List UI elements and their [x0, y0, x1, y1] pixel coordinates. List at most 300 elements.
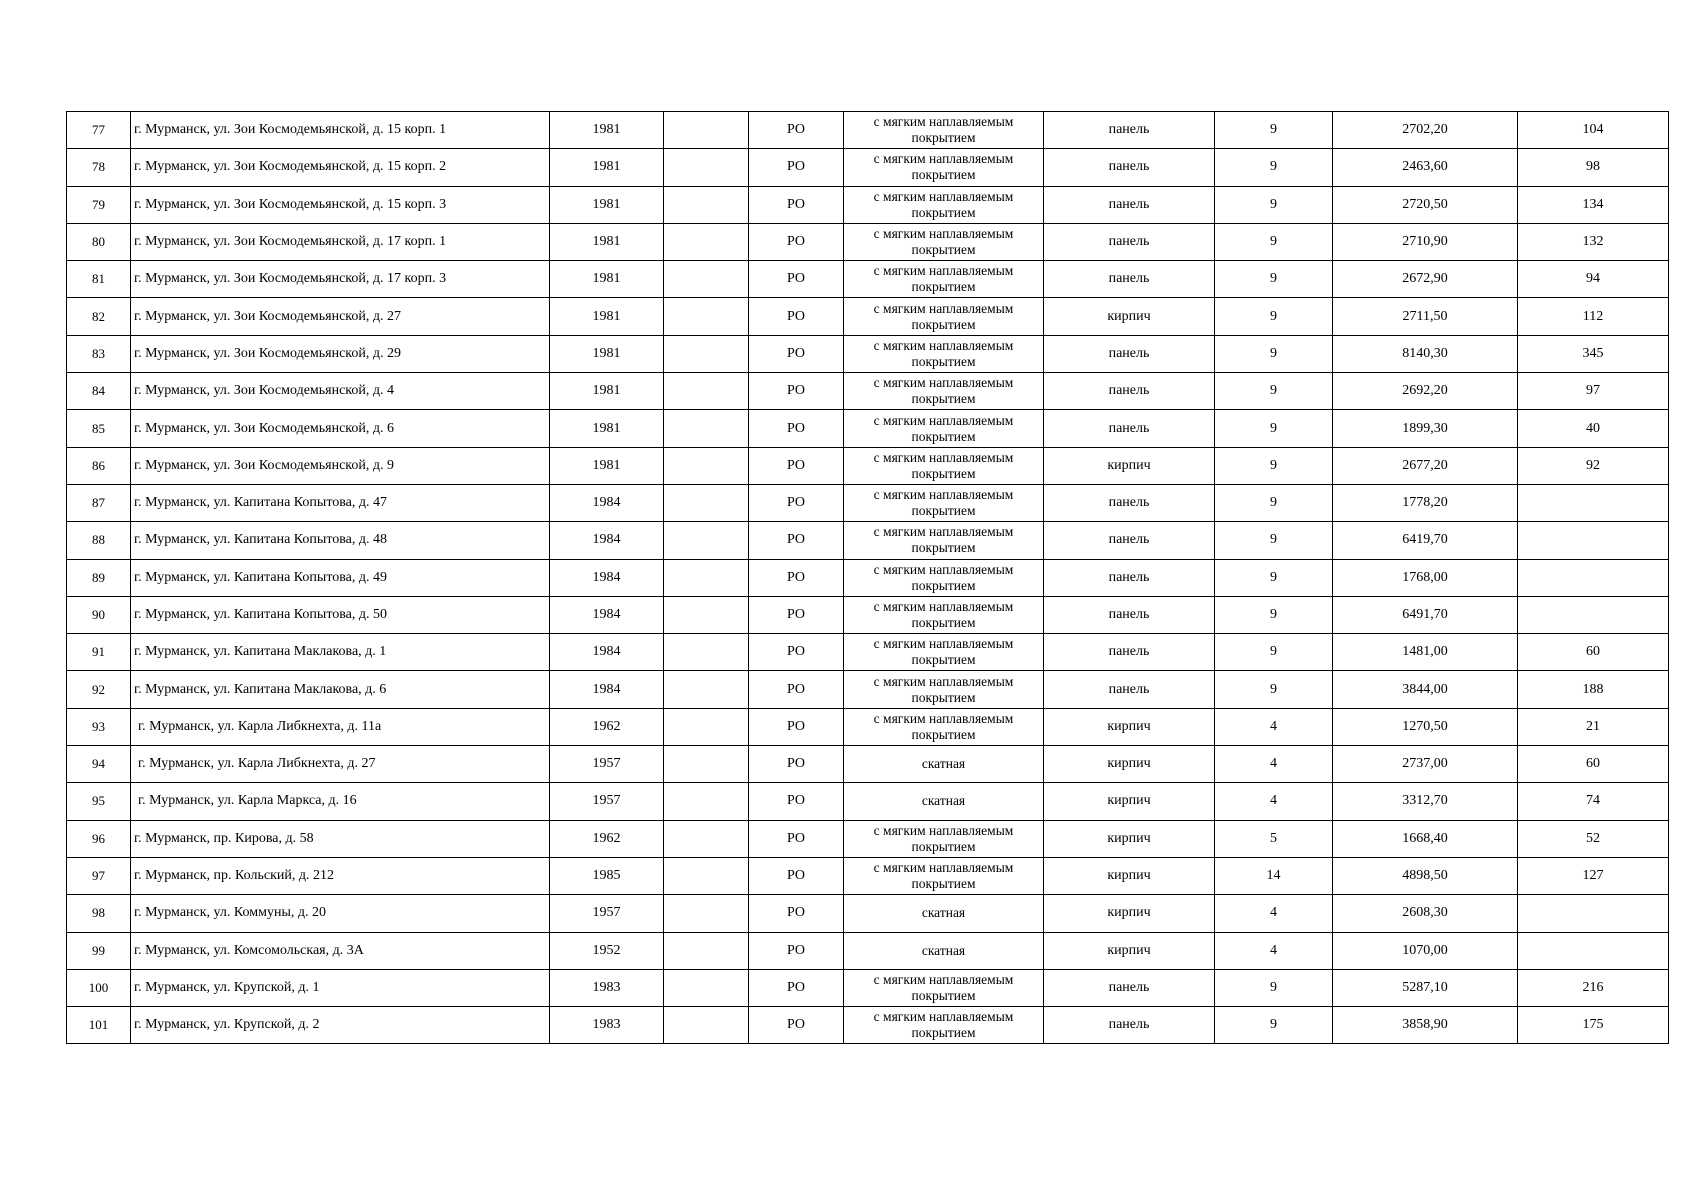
wall-material-cell: панель [1044, 1007, 1215, 1044]
roof-type-cell [844, 335, 1044, 372]
empty-cell [664, 559, 749, 596]
address-cell: г. Мурманск, ул. Капитана Маклакова, д. 1 [131, 634, 550, 671]
area-cell: 8140,30 [1333, 335, 1518, 372]
program-code-cell: РО [749, 112, 844, 149]
area-cell: 6419,70 [1333, 522, 1518, 559]
apartments-cell: 132 [1518, 223, 1669, 260]
row-number-cell: 78 [67, 149, 131, 186]
roof-type-line: с мягким наплавляемым [873, 337, 1014, 353]
area-cell: 2720,50 [1333, 186, 1518, 223]
roof-type-cell [844, 223, 1044, 260]
empty-cell [664, 261, 749, 298]
area-cell: 1668,40 [1333, 820, 1518, 857]
roof-type-cell [844, 708, 1044, 745]
empty-cell [664, 1007, 749, 1044]
address-cell: г. Мурманск, ул. Зои Космодемьянской, д. 15 корп. 1 [131, 112, 550, 149]
floors-cell: 9 [1215, 522, 1333, 559]
table-row [67, 857, 1669, 894]
floors-cell: 4 [1215, 783, 1333, 820]
floors-cell: 9 [1215, 559, 1333, 596]
program-code-cell: РО [749, 783, 844, 820]
address-cell: г. Мурманск, ул. Зои Космодемьянской, д. 17 корп. 3 [131, 261, 550, 298]
empty-cell [664, 932, 749, 969]
row-number-cell: 85 [67, 410, 131, 447]
address-cell: г. Мурманск, ул. Карла Либкнехта, д. 27 [131, 746, 550, 783]
floors-cell: 9 [1215, 149, 1333, 186]
roof-type-line: с мягким наплавляемым [873, 375, 1014, 391]
program-code-cell: РО [749, 857, 844, 894]
apartments-cell: 97 [1518, 373, 1669, 410]
roof-type-line: покрытием [911, 615, 976, 630]
roof-type-line: покрытием [911, 130, 976, 146]
address-cell: г. Мурманск, ул. Крупской, д. 1 [131, 969, 550, 1006]
row-number-cell: 84 [67, 373, 131, 410]
apartments-cell: 94 [1518, 261, 1669, 298]
row-number-cell: 96 [67, 820, 131, 857]
apartments-cell: 40 [1518, 410, 1669, 447]
wall-material-cell: панель [1044, 671, 1215, 708]
apartments-cell [1518, 484, 1669, 521]
area-cell: 3844,00 [1333, 671, 1518, 708]
empty-cell [664, 298, 749, 335]
empty-cell [664, 223, 749, 260]
program-code-cell: РО [749, 559, 844, 596]
roof-type-cell [844, 895, 1044, 932]
roof-type-line: покрытием [911, 167, 976, 183]
floors-cell: 9 [1215, 223, 1333, 260]
area-cell: 4898,50 [1333, 857, 1518, 894]
roof-type-line: покрытием [911, 353, 976, 369]
program-code-cell: РО [749, 149, 844, 186]
build-year-cell: 1984 [550, 634, 664, 671]
roof-type-line: покрытием [911, 316, 976, 332]
roof-type-cell [844, 149, 1044, 186]
roof-type-line: с мягким наплавляемым [873, 188, 1014, 204]
build-year-cell: 1981 [550, 298, 664, 335]
apartments-cell: 52 [1518, 820, 1669, 857]
roof-type-cell [844, 783, 1044, 820]
program-code-cell: РО [749, 820, 844, 857]
program-code-cell: РО [749, 298, 844, 335]
row-number-cell: 99 [67, 932, 131, 969]
area-cell: 1481,00 [1333, 634, 1518, 671]
floors-cell: 4 [1215, 932, 1333, 969]
build-year-cell: 1957 [550, 783, 664, 820]
address-cell: г. Мурманск, ул. Зои Космодемьянской, д. 6 [131, 410, 550, 447]
row-number-cell: 87 [67, 484, 131, 521]
empty-cell [664, 969, 749, 1006]
row-number-cell: 80 [67, 223, 131, 260]
wall-material-cell: панель [1044, 149, 1215, 186]
apartments-cell: 92 [1518, 447, 1669, 484]
program-code-cell: РО [749, 447, 844, 484]
floors-cell: 14 [1215, 857, 1333, 894]
roof-type-cell [844, 857, 1044, 894]
floors-cell: 9 [1215, 298, 1333, 335]
roof-type-line: покрытием [911, 242, 976, 258]
table-row [67, 671, 1669, 708]
floors-cell: 9 [1215, 634, 1333, 671]
wall-material-cell: кирпич [1044, 783, 1215, 820]
area-cell: 1070,00 [1333, 932, 1518, 969]
program-code-cell: РО [749, 708, 844, 745]
wall-material-cell: панель [1044, 186, 1215, 223]
row-number-cell: 95 [67, 783, 131, 820]
empty-cell [664, 820, 749, 857]
roof-type-cell [844, 969, 1044, 1006]
table-row [67, 186, 1669, 223]
wall-material-cell: панель [1044, 522, 1215, 559]
roof-type-line: скатная [921, 756, 966, 772]
table-row [67, 223, 1669, 260]
table-row [67, 373, 1669, 410]
roof-type-line: с мягким наплавляемым [873, 449, 1014, 465]
wall-material-cell: кирпич [1044, 895, 1215, 932]
row-number-cell: 83 [67, 335, 131, 372]
address-cell: г. Мурманск, ул. Комсомольская, д. 3А [131, 932, 550, 969]
row-number-cell: 89 [67, 559, 131, 596]
address-cell: г. Мурманск, пр. Кольский, д. 212 [131, 857, 550, 894]
address-cell: г. Мурманск, ул. Карла Либкнехта, д. 11а [131, 708, 550, 745]
roof-type-line: покрытием [911, 279, 976, 295]
roof-type-line: с мягким наплавляемым [873, 822, 1014, 838]
program-code-cell: РО [749, 410, 844, 447]
wall-material-cell: кирпич [1044, 857, 1215, 894]
table-row [67, 149, 1669, 186]
floors-cell: 9 [1215, 261, 1333, 298]
program-code-cell: РО [749, 634, 844, 671]
area-cell: 6491,70 [1333, 596, 1518, 633]
roof-type-cell [844, 596, 1044, 633]
roof-type-cell [844, 820, 1044, 857]
empty-cell [664, 634, 749, 671]
build-year-cell: 1962 [550, 708, 664, 745]
roof-type-cell [844, 373, 1044, 410]
apartments-cell: 74 [1518, 783, 1669, 820]
empty-cell [664, 112, 749, 149]
empty-cell [664, 186, 749, 223]
apartments-cell: 60 [1518, 746, 1669, 783]
table-row [67, 708, 1669, 745]
roof-type-cell [844, 261, 1044, 298]
program-code-cell: РО [749, 895, 844, 932]
roof-type-line: с мягким наплавляемым [873, 524, 1014, 540]
program-code-cell: РО [749, 596, 844, 633]
roof-type-cell [844, 1007, 1044, 1044]
wall-material-cell: панель [1044, 223, 1215, 260]
program-code-cell: РО [749, 522, 844, 559]
address-cell: г. Мурманск, ул. Зои Космодемьянской, д. 15 корп. 2 [131, 149, 550, 186]
build-year-cell: 1981 [550, 149, 664, 186]
wall-material-cell: панель [1044, 261, 1215, 298]
document-sheet [66, 111, 1668, 1044]
empty-cell [664, 895, 749, 932]
address-cell: г. Мурманск, ул. Капитана Копытова, д. 49 [131, 559, 550, 596]
build-year-cell: 1984 [550, 484, 664, 521]
empty-cell [664, 447, 749, 484]
empty-cell [664, 522, 749, 559]
row-number-cell: 81 [67, 261, 131, 298]
roof-type-line: покрытием [911, 428, 976, 444]
area-cell: 1899,30 [1333, 410, 1518, 447]
floors-cell: 9 [1215, 969, 1333, 1006]
table-row [67, 484, 1669, 521]
wall-material-cell: панель [1044, 112, 1215, 149]
build-year-cell: 1981 [550, 410, 664, 447]
address-cell: г. Мурманск, ул. Зои Космодемьянской, д. 9 [131, 447, 550, 484]
roof-type-line: с мягким наплавляемым [873, 1009, 1014, 1025]
floors-cell: 4 [1215, 708, 1333, 745]
floors-cell: 9 [1215, 1007, 1333, 1044]
roof-type-line: с мягким наплавляемым [873, 599, 1014, 614]
wall-material-cell: кирпич [1044, 932, 1215, 969]
program-code-cell: РО [749, 223, 844, 260]
apartments-cell: 98 [1518, 149, 1669, 186]
floors-cell: 4 [1215, 746, 1333, 783]
area-cell: 3312,70 [1333, 783, 1518, 820]
area-cell: 2608,30 [1333, 895, 1518, 932]
area-cell: 2702,20 [1333, 112, 1518, 149]
address-cell: г. Мурманск, ул. Капитана Копытова, д. 47 [131, 484, 550, 521]
table-row [67, 969, 1669, 1006]
table-row [67, 447, 1669, 484]
floors-cell: 9 [1215, 373, 1333, 410]
roof-type-line: с мягким наплавляемым [873, 151, 1014, 167]
row-number-cell: 86 [67, 447, 131, 484]
table-row [67, 522, 1669, 559]
build-year-cell: 1981 [550, 335, 664, 372]
area-cell: 2677,20 [1333, 447, 1518, 484]
table-row [67, 746, 1669, 783]
empty-cell [664, 484, 749, 521]
row-number-cell: 97 [67, 857, 131, 894]
wall-material-cell: панель [1044, 559, 1215, 596]
apartments-cell [1518, 596, 1669, 633]
row-number-cell: 94 [67, 746, 131, 783]
program-code-cell: РО [749, 1007, 844, 1044]
wall-material-cell: кирпич [1044, 708, 1215, 745]
roof-type-cell [844, 634, 1044, 671]
area-cell: 1778,20 [1333, 484, 1518, 521]
wall-material-cell: панель [1044, 634, 1215, 671]
build-year-cell: 1981 [550, 112, 664, 149]
build-year-cell: 1952 [550, 932, 664, 969]
build-year-cell: 1981 [550, 261, 664, 298]
roof-type-line: с мягким наплавляемым [873, 673, 1014, 689]
wall-material-cell: кирпич [1044, 746, 1215, 783]
housing-registry-table [66, 111, 1669, 1044]
floors-cell: 9 [1215, 671, 1333, 708]
roof-type-line: покрытием [911, 689, 976, 705]
build-year-cell: 1984 [550, 596, 664, 633]
address-cell: г. Мурманск, пр. Кирова, д. 58 [131, 820, 550, 857]
table-row [67, 634, 1669, 671]
apartments-cell: 216 [1518, 969, 1669, 1006]
build-year-cell: 1957 [550, 746, 664, 783]
address-cell: г. Мурманск, ул. Зои Космодемьянской, д. 27 [131, 298, 550, 335]
floors-cell: 9 [1215, 596, 1333, 633]
roof-type-cell [844, 559, 1044, 596]
floors-cell: 5 [1215, 820, 1333, 857]
address-cell: г. Мурманск, ул. Крупской, д. 2 [131, 1007, 550, 1044]
program-code-cell: РО [749, 671, 844, 708]
table-row [67, 298, 1669, 335]
table-row [67, 783, 1669, 820]
area-cell: 1768,00 [1333, 559, 1518, 596]
roof-type-line: скатная [921, 905, 966, 921]
apartments-cell [1518, 895, 1669, 932]
floors-cell: 9 [1215, 112, 1333, 149]
roof-type-cell [844, 671, 1044, 708]
area-cell: 1270,50 [1333, 708, 1518, 745]
roof-type-line: покрытием [911, 465, 976, 481]
empty-cell [664, 149, 749, 186]
build-year-cell: 1984 [550, 559, 664, 596]
program-code-cell: РО [749, 335, 844, 372]
roof-type-cell [844, 186, 1044, 223]
floors-cell: 9 [1215, 447, 1333, 484]
table-row [67, 112, 1669, 149]
address-cell: г. Мурманск, ул. Карла Маркса, д. 16 [131, 783, 550, 820]
floors-cell: 9 [1215, 186, 1333, 223]
table-row [67, 559, 1669, 596]
area-cell: 3858,90 [1333, 1007, 1518, 1044]
address-cell: г. Мурманск, ул. Зои Космодемьянской, д. 4 [131, 373, 550, 410]
roof-type-line: покрытием [911, 391, 976, 407]
roof-type-line: покрытием [911, 204, 976, 220]
area-cell: 2463,60 [1333, 149, 1518, 186]
table-row [67, 932, 1669, 969]
roof-type-line: с мягким наплавляемым [873, 710, 1014, 726]
roof-type-cell [844, 298, 1044, 335]
build-year-cell: 1962 [550, 820, 664, 857]
roof-type-line: покрытием [911, 540, 976, 556]
table-row [67, 410, 1669, 447]
apartments-cell: 104 [1518, 112, 1669, 149]
roof-type-line: покрытием [911, 987, 976, 1003]
floors-cell: 9 [1215, 484, 1333, 521]
table-row [67, 1007, 1669, 1044]
apartments-cell [1518, 559, 1669, 596]
empty-cell [664, 783, 749, 820]
floors-cell: 9 [1215, 410, 1333, 447]
address-cell: г. Мурманск, ул. Зои Космодемьянской, д. 29 [131, 335, 550, 372]
area-cell: 2711,50 [1333, 298, 1518, 335]
roof-type-line: с мягким наплавляемым [873, 860, 1014, 876]
roof-type-cell [844, 484, 1044, 521]
apartments-cell: 21 [1518, 708, 1669, 745]
apartments-cell: 60 [1518, 634, 1669, 671]
wall-material-cell: кирпич [1044, 447, 1215, 484]
roof-type-line: с мягким наплавляемым [873, 971, 1014, 987]
build-year-cell: 1981 [550, 186, 664, 223]
program-code-cell: РО [749, 373, 844, 410]
roof-type-line: покрытием [911, 1025, 976, 1041]
roof-type-cell [844, 746, 1044, 783]
roof-type-line: скатная [921, 942, 966, 958]
wall-material-cell: панель [1044, 335, 1215, 372]
empty-cell [664, 857, 749, 894]
roof-type-line: с мягким наплавляемым [873, 561, 1014, 577]
apartments-cell: 134 [1518, 186, 1669, 223]
table-row [67, 820, 1669, 857]
area-cell: 5287,10 [1333, 969, 1518, 1006]
wall-material-cell: кирпич [1044, 820, 1215, 857]
roof-type-line: покрытием [911, 652, 976, 668]
roof-type-line: с мягким наплавляемым [873, 636, 1014, 652]
roof-type-cell [844, 522, 1044, 559]
address-cell: г. Мурманск, ул. Зои Космодемьянской, д. 17 корп. 1 [131, 223, 550, 260]
floors-cell: 9 [1215, 335, 1333, 372]
wall-material-cell: кирпич [1044, 298, 1215, 335]
empty-cell [664, 708, 749, 745]
apartments-cell: 175 [1518, 1007, 1669, 1044]
empty-cell [664, 596, 749, 633]
program-code-cell: РО [749, 969, 844, 1006]
row-number-cell: 92 [67, 671, 131, 708]
table-row [67, 596, 1669, 633]
address-cell: г. Мурманск, ул. Капитана Маклакова, д. 6 [131, 671, 550, 708]
area-cell: 2737,00 [1333, 746, 1518, 783]
row-number-cell: 82 [67, 298, 131, 335]
roof-type-line: покрытием [911, 503, 976, 519]
build-year-cell: 1983 [550, 969, 664, 1006]
empty-cell [664, 410, 749, 447]
roof-type-line: скатная [921, 793, 966, 809]
roof-type-cell [844, 112, 1044, 149]
build-year-cell: 1981 [550, 373, 664, 410]
roof-type-line: покрытием [911, 838, 976, 854]
program-code-cell: РО [749, 746, 844, 783]
roof-type-line: покрытием [911, 726, 976, 742]
wall-material-cell: панель [1044, 484, 1215, 521]
wall-material-cell: панель [1044, 969, 1215, 1006]
address-cell: г. Мурманск, ул. Капитана Копытова, д. 48 [131, 522, 550, 559]
program-code-cell: РО [749, 484, 844, 521]
row-number-cell: 79 [67, 186, 131, 223]
row-number-cell: 100 [67, 969, 131, 1006]
empty-cell [664, 335, 749, 372]
empty-cell [664, 373, 749, 410]
table-row [67, 335, 1669, 372]
roof-type-line: с мягким наплавляемым [873, 300, 1014, 316]
build-year-cell: 1984 [550, 522, 664, 559]
row-number-cell: 93 [67, 708, 131, 745]
row-number-cell: 101 [67, 1007, 131, 1044]
apartments-cell: 112 [1518, 298, 1669, 335]
apartments-cell: 188 [1518, 671, 1669, 708]
roof-type-line: покрытием [911, 577, 976, 593]
roof-type-line: покрытием [911, 876, 976, 892]
area-cell: 2672,90 [1333, 261, 1518, 298]
area-cell: 2710,90 [1333, 223, 1518, 260]
program-code-cell: РО [749, 932, 844, 969]
area-cell: 2692,20 [1333, 373, 1518, 410]
apartments-cell [1518, 522, 1669, 559]
empty-cell [664, 746, 749, 783]
row-number-cell: 98 [67, 895, 131, 932]
wall-material-cell: панель [1044, 373, 1215, 410]
program-code-cell: РО [749, 186, 844, 223]
build-year-cell: 1981 [550, 447, 664, 484]
build-year-cell: 1981 [550, 223, 664, 260]
roof-type-cell [844, 410, 1044, 447]
apartments-cell: 345 [1518, 335, 1669, 372]
row-number-cell: 88 [67, 522, 131, 559]
row-number-cell: 77 [67, 112, 131, 149]
table-body [67, 112, 1669, 1044]
address-cell: г. Мурманск, ул. Зои Космодемьянской, д. 15 корп. 3 [131, 186, 550, 223]
